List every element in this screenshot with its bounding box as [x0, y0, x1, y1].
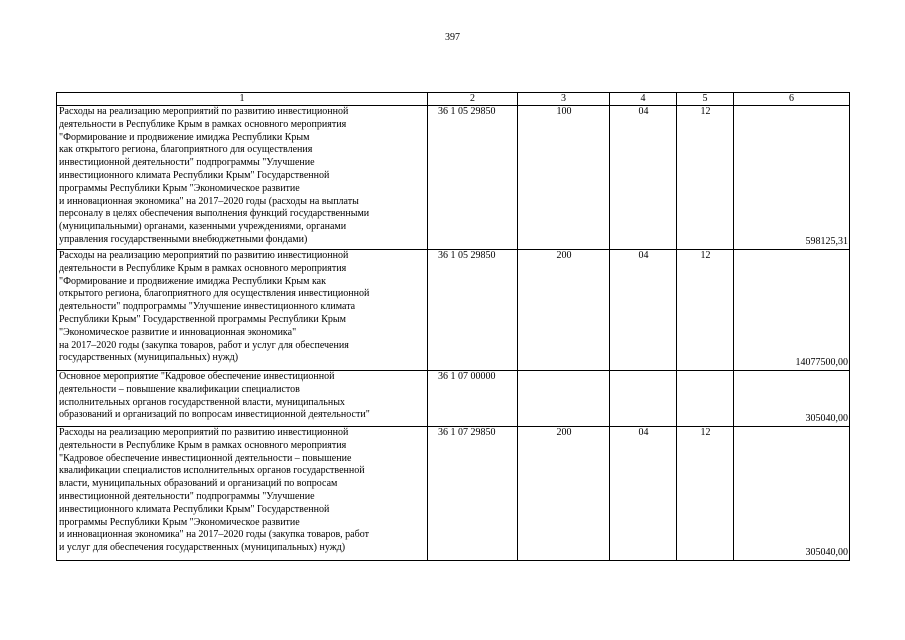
- expense-type-cell: 200: [518, 427, 610, 561]
- amount-cell: [734, 371, 850, 427]
- description-cell: [57, 106, 428, 250]
- budget-table: [56, 92, 850, 561]
- description-cell: [57, 427, 428, 561]
- expense-type-cell: 100: [518, 106, 610, 250]
- column-header: 4: [610, 93, 677, 106]
- column-header: 2: [428, 93, 518, 106]
- description-cell: [57, 371, 428, 427]
- column-header: 1: [57, 93, 428, 106]
- page-number: 397: [445, 32, 460, 43]
- column-header: 6: [734, 93, 850, 106]
- amount-cell: [734, 250, 850, 371]
- amount-value: 305040,00: [805, 547, 848, 559]
- amount-value: 14077500,00: [795, 357, 848, 369]
- subsection-cell: [677, 371, 734, 427]
- target-code-cell: 36 1 05 29850: [428, 250, 518, 371]
- description-cell: [57, 250, 428, 371]
- description-text: Расходы на реализацию мероприятий по развитию инвестиционной деятельности в Республике Крым в рамках основного мероприятия "Кадровое обеспечение инвестиционной деятельности – повышение квалификации специалистов исполнительных органов государственной власти, муниципальных образований и организаций по вопросам инвестиционной деятельности" подпрограммы "Улучшение инвестиционного климата Республики Крым" Государственной программы Республики Крым "Экономическое развитие и инновационная экономика" на 2017–2020 годы (закупка товаров, работ и услуг для обеспечения государственных (муниципальных) нужд): [59, 427, 369, 554]
- amount-cell: [734, 427, 850, 561]
- description-text: Расходы на реализацию мероприятий по развитию инвестиционной деятельности в Республике Крым в рамках основного мероприятия "Формирование и продвижение имиджа Республики Крым как открытого региона, благоприятного для осуществления инвестиционной деятельности" подпрограммы "Улучшение инвестиционного климата Республики Крым" Государственной программы Республики Крым "Экономическое развитие и инновационная экономика" на 2017–2020 годы (закупка товаров, работ и услуг для обеспечения государственных (муниципальных) нужд): [59, 250, 370, 364]
- section-cell: 04: [610, 250, 677, 371]
- section-cell: 04: [610, 427, 677, 561]
- subsection-cell: 12: [677, 427, 734, 561]
- section-cell: 04: [610, 106, 677, 250]
- column-header: 5: [677, 93, 734, 106]
- description-text: Основное мероприятие "Кадровое обеспечение инвестиционной деятельности – повышение квалификации специалистов исполнительных органов государственной власти, муниципальных образований и организаций по вопросам инвестиционной деятельности": [59, 371, 370, 421]
- section-cell: [610, 371, 677, 427]
- amount-value: 598125,31: [805, 236, 848, 248]
- amount-cell: [734, 106, 850, 250]
- target-code-cell: 36 1 07 29850: [428, 427, 518, 561]
- table-row: [57, 250, 850, 371]
- column-header: 3: [518, 93, 610, 106]
- description-text: Расходы на реализацию мероприятий по развитию инвестиционной деятельности в Республике Крым в рамках основного мероприятия "Формирование и продвижение имиджа Республики Крым как открытого региона, благоприятного для осуществления инвестиционной деятельности" подпрограммы "Улучшение инвестиционного климата Республики Крым" Государственной программы Республики Крым "Экономическое развитие и инновационная экономика" на 2017–2020 годы (расходы на выплаты персоналу в целях обеспечения выполнения функций государственными (муниципальными) органами, казенными учреждениями, органами управления государственными внебюджетными фондами): [59, 106, 370, 245]
- subsection-cell: 12: [677, 250, 734, 371]
- table-row: [57, 106, 850, 250]
- expense-type-cell: [518, 371, 610, 427]
- target-code-cell: 36 1 07 00000: [428, 371, 518, 427]
- subsection-cell: 12: [677, 106, 734, 250]
- target-code-cell: 36 1 05 29850: [428, 106, 518, 250]
- table-header-row: [57, 93, 850, 106]
- amount-value: 305040,00: [805, 413, 848, 425]
- expense-type-cell: 200: [518, 250, 610, 371]
- table-row: [57, 427, 850, 561]
- table-row: [57, 371, 850, 427]
